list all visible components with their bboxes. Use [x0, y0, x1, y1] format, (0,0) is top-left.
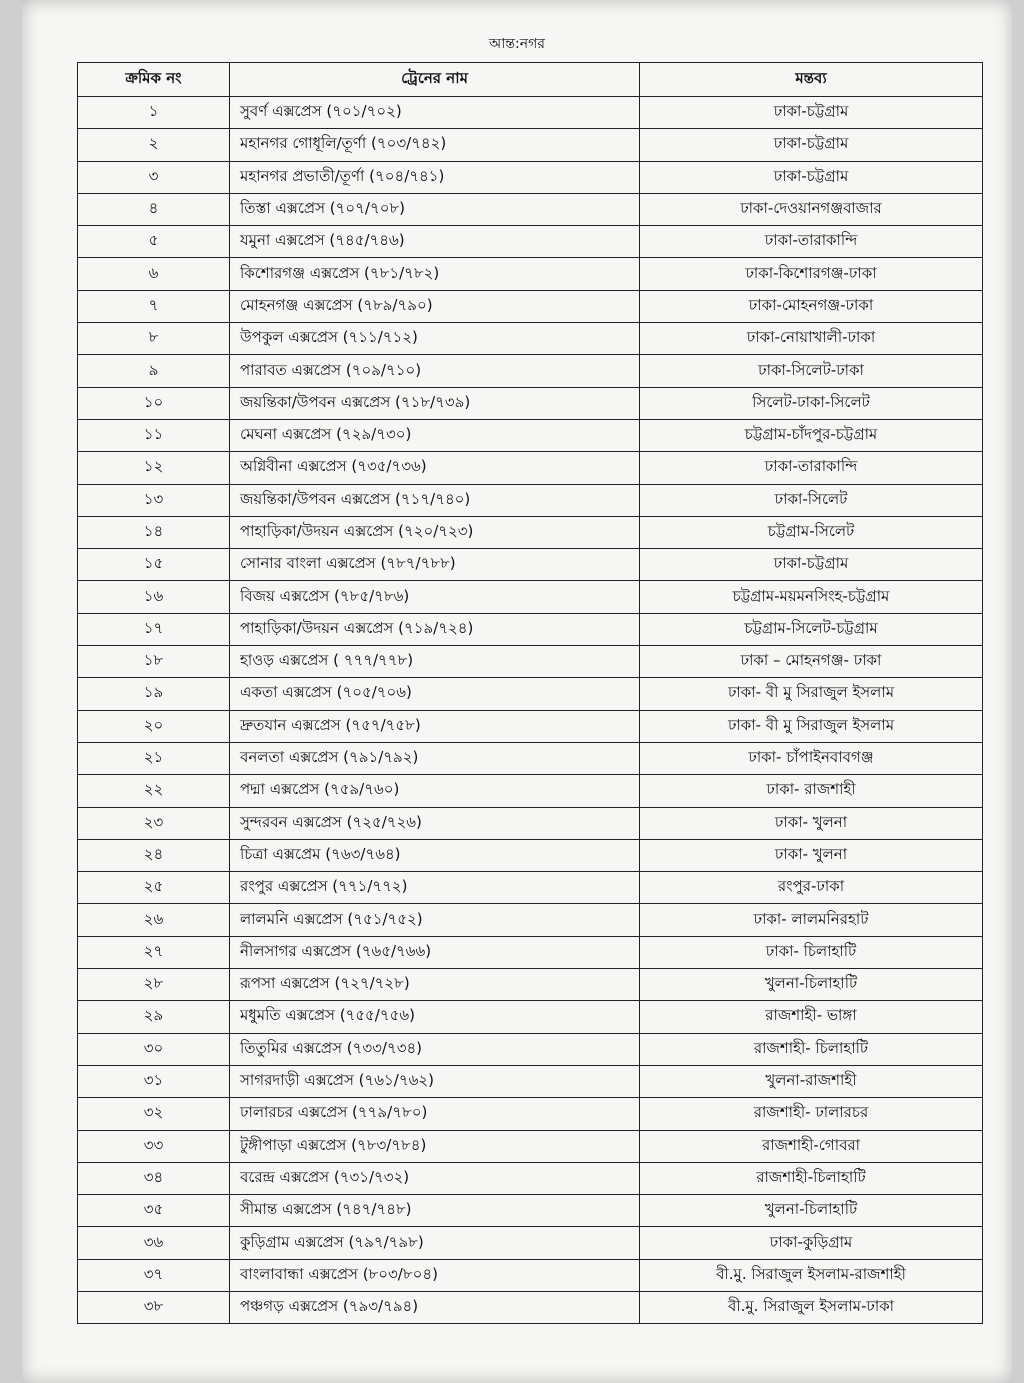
remark-cell: খুলনা-রাজশাহী [640, 1065, 983, 1097]
table-row [78, 1227, 983, 1259]
train-name-cell: বাংলাবান্ধা এক্সপ্রেস (৮০৩/৮০৪) [230, 1259, 640, 1291]
train-name-cell: পাহাড়িকা/উদয়ন এক্সপ্রেস (৭১৯/৭২৪) [230, 613, 640, 645]
remark-cell: ঢাকা-চট্টগ্রাম [640, 129, 983, 161]
remark-cell: ঢাকা-চট্টগ্রাম [640, 97, 983, 129]
table-row [78, 452, 983, 484]
serial-cell: ২২ [78, 775, 230, 807]
remark-cell: ঢাকা-কিশোরগঞ্জ-ঢাকা [640, 258, 983, 290]
serial-cell: ১৯ [78, 678, 230, 710]
table-row [78, 129, 983, 161]
serial-cell: ২৮ [78, 969, 230, 1001]
serial-cell: ২৫ [78, 872, 230, 904]
train-name-cell: হাওড় এক্সপ্রেস ( ৭৭৭/৭৭৮) [230, 646, 640, 678]
train-name-cell: যমুনা এক্সপ্রেস (৭৪৫/৭৪৬) [230, 226, 640, 258]
serial-cell: ১৩ [78, 484, 230, 516]
table-row [78, 1291, 983, 1323]
train-name-cell: নীলসাগর এক্সপ্রেস (৭৬৫/৭৬৬) [230, 936, 640, 968]
serial-cell: ৩ [78, 161, 230, 193]
train-name-cell: বরেন্দ্র এক্সপ্রেস (৭৩১/৭৩২) [230, 1162, 640, 1194]
header-remarks: মন্তব্য [640, 63, 983, 97]
remark-cell: ঢাকা- বী মু সিরাজুল ইসলাম [640, 678, 983, 710]
train-name-cell: রংপুর এক্সপ্রেস (৭৭১/৭৭২) [230, 872, 640, 904]
table-row [78, 355, 983, 387]
table-row [78, 775, 983, 807]
remark-cell: রাজশাহী- ঢালারচর [640, 1098, 983, 1130]
remark-cell: রাজশাহী- চিলাহাটি [640, 1033, 983, 1065]
serial-cell: ৯ [78, 355, 230, 387]
table-row [78, 1130, 983, 1162]
train-name-cell: সুবর্ণ এক্সপ্রেস (৭০১/৭০২) [230, 97, 640, 129]
train-name-cell: উপকুল এক্সপ্রেস (৭১১/৭১২) [230, 323, 640, 355]
serial-cell: ১৮ [78, 646, 230, 678]
train-name-cell: বিজয় এক্সপ্রেস (৭৮৫/৭৮৬) [230, 581, 640, 613]
train-name-cell: দ্রুতযান এক্সপ্রেস (৭৫৭/৭৫৮) [230, 710, 640, 742]
table-row [78, 1033, 983, 1065]
table-row [78, 1259, 983, 1291]
table-row [78, 904, 983, 936]
train-name-cell: বনলতা এক্সপ্রেস (৭৯১/৭৯২) [230, 742, 640, 774]
header-serial: ক্রমিক নং [78, 63, 230, 97]
table-row [78, 484, 983, 516]
table-row [78, 646, 983, 678]
remark-cell: রাজশাহী-চিলাহাটি [640, 1162, 983, 1194]
table-row [78, 742, 983, 774]
serial-cell: ৭ [78, 290, 230, 322]
train-name-cell: লালমনি এক্সপ্রেস (৭৫১/৭৫২) [230, 904, 640, 936]
remark-cell: ঢাকা-সিলেট [640, 484, 983, 516]
serial-cell: ৩৫ [78, 1195, 230, 1227]
train-name-cell: সাগরদাড়ী এক্সপ্রেস (৭৬১/৭৬২) [230, 1065, 640, 1097]
remark-cell: ঢাকা-নোয়াখালী-ঢাকা [640, 323, 983, 355]
remark-cell: ঢাকা – মোহনগঞ্জ- ঢাকা [640, 646, 983, 678]
serial-cell: ১৭ [78, 613, 230, 645]
serial-cell: ৫ [78, 226, 230, 258]
serial-cell: ২১ [78, 742, 230, 774]
remark-cell: চট্টগ্রাম-ময়মনসিংহ-চট্টগ্রাম [640, 581, 983, 613]
serial-cell: ৩৭ [78, 1259, 230, 1291]
serial-cell: ১৫ [78, 549, 230, 581]
table-row [78, 1195, 983, 1227]
remark-cell: খুলনা-চিলাহাটি [640, 969, 983, 1001]
train-name-cell: একতা এক্সপ্রেস (৭০৫/৭০৬) [230, 678, 640, 710]
table-row [78, 807, 983, 839]
train-name-cell: কুড়িগ্রাম এক্সপ্রেস (৭৯৭/৭৯৮) [230, 1227, 640, 1259]
train-name-cell: তিতুমির এক্সপ্রেস (৭৩৩/৭৩৪) [230, 1033, 640, 1065]
serial-cell: ১২ [78, 452, 230, 484]
remark-cell: সিলেট-ঢাকা-সিলেট [640, 387, 983, 419]
table-body [78, 97, 983, 1324]
serial-cell: ২ [78, 129, 230, 161]
train-name-cell: পারাবত এক্সপ্রেস (৭০৯/৭১০) [230, 355, 640, 387]
train-name-cell: মেঘনা এক্সপ্রেস (৭২৯/৭৩০) [230, 419, 640, 451]
remark-cell: রাজশাহী- ভাঙ্গা [640, 1001, 983, 1033]
remark-cell: ঢাকা- চাঁপাইনবাবগঞ্জ [640, 742, 983, 774]
remark-cell: ঢাকা- লালমনিরহাট [640, 904, 983, 936]
train-name-cell: মহানগর গোধূলি/তূর্ণা (৭০৩/৭৪২) [230, 129, 640, 161]
serial-cell: ২৯ [78, 1001, 230, 1033]
remark-cell: ঢাকা- খুলনা [640, 807, 983, 839]
serial-cell: ৩৪ [78, 1162, 230, 1194]
table-row [78, 1001, 983, 1033]
remark-cell: ঢাকা-সিলেট-ঢাকা [640, 355, 983, 387]
table-row [78, 193, 983, 225]
serial-cell: ১০ [78, 387, 230, 419]
serial-cell: ২৩ [78, 807, 230, 839]
table-row [78, 290, 983, 322]
table-row [78, 678, 983, 710]
serial-cell: ৬ [78, 258, 230, 290]
train-name-cell: মোহনগঞ্জ এক্সপ্রেস (৭৮৯/৭৯০) [230, 290, 640, 322]
train-table [77, 62, 983, 1324]
serial-cell: ৮ [78, 323, 230, 355]
remark-cell: রাজশাহী-গোবরা [640, 1130, 983, 1162]
table-row [78, 1098, 983, 1130]
table-row [78, 1065, 983, 1097]
table-row [78, 710, 983, 742]
train-name-cell: টুঙ্গীপাড়া এক্সপ্রেস (৭৮৩/৭৮৪) [230, 1130, 640, 1162]
train-name-cell: রূপসা এক্সপ্রেস (৭২৭/৭২৮) [230, 969, 640, 1001]
train-name-cell: মহানগর প্রভাতী/তূর্ণা (৭০৪/৭৪১) [230, 161, 640, 193]
serial-cell: ৩৩ [78, 1130, 230, 1162]
remark-cell: ঢাকা- রাজশাহী [640, 775, 983, 807]
page-heading: আন্ত:নগর [489, 36, 545, 52]
table-row [78, 419, 983, 451]
remark-cell: ঢাকা-মোহনগঞ্জ-ঢাকা [640, 290, 983, 322]
serial-cell: ৩০ [78, 1033, 230, 1065]
train-name-cell: জয়ন্তিকা/উপবন এক্সপ্রেস (৭১৭/৭৪০) [230, 484, 640, 516]
table-row [78, 258, 983, 290]
serial-cell: ১৪ [78, 516, 230, 548]
serial-cell: ৩১ [78, 1065, 230, 1097]
serial-cell: ১১ [78, 419, 230, 451]
table-row [78, 1162, 983, 1194]
document-page [22, 0, 1012, 1383]
remark-cell: রংপুর-ঢাকা [640, 872, 983, 904]
remark-cell: ঢাকা- খুলনা [640, 839, 983, 871]
train-name-cell: চিত্রা এক্সপ্রেম (৭৬৩/৭৬৪) [230, 839, 640, 871]
remark-cell: চট্টগ্রাম-সিলেট-চট্টগ্রাম [640, 613, 983, 645]
train-name-cell: সুন্দরবন এক্সপ্রেস (৭২৫/৭২৬) [230, 807, 640, 839]
remark-cell: চট্টগ্রাম-সিলেট [640, 516, 983, 548]
table-header-row [78, 63, 983, 97]
serial-cell: ২৪ [78, 839, 230, 871]
table-row [78, 839, 983, 871]
remark-cell: ঢাকা-কুড়িগ্রাম [640, 1227, 983, 1259]
remark-cell: বী.মু. সিরাজুল ইসলাম-ঢাকা [640, 1291, 983, 1323]
table-row [78, 387, 983, 419]
table-row [78, 97, 983, 129]
train-name-cell: অগ্নিবীনা এক্সপ্রেস (৭৩৫/৭৩৬) [230, 452, 640, 484]
table-row [78, 549, 983, 581]
serial-cell: ২৬ [78, 904, 230, 936]
train-name-cell: মধুমতি এক্সপ্রেস (৭৫৫/৭৫৬) [230, 1001, 640, 1033]
table-row [78, 936, 983, 968]
serial-cell: ৩৮ [78, 1291, 230, 1323]
table-row [78, 323, 983, 355]
remark-cell: ঢাকা-চট্টগ্রাম [640, 161, 983, 193]
serial-cell: ৩২ [78, 1098, 230, 1130]
train-name-cell: পাহাড়িকা/উদয়ন এক্সপ্রেস (৭২০/৭২৩) [230, 516, 640, 548]
table-row [78, 613, 983, 645]
table-row [78, 581, 983, 613]
remark-cell: ঢাকা-চট্টগ্রাম [640, 549, 983, 581]
serial-cell: ১ [78, 97, 230, 129]
remark-cell: ঢাকা-তারাকান্দি [640, 452, 983, 484]
serial-cell: ১৬ [78, 581, 230, 613]
train-name-cell: জয়ন্তিকা/উপবন এক্সপ্রেস (৭১৮/৭৩৯) [230, 387, 640, 419]
train-name-cell: পঞ্চগড় এক্সপ্রেস (৭৯৩/৭৯৪) [230, 1291, 640, 1323]
train-name-cell: পদ্মা এক্সপ্রেস (৭৫৯/৭৬০) [230, 775, 640, 807]
train-name-cell: ঢালারচর এক্সপ্রেস (৭৭৯/৭৮০) [230, 1098, 640, 1130]
remark-cell: বী.মু. সিরাজুল ইসলাম-রাজশাহী [640, 1259, 983, 1291]
remark-cell: খুলনা-চিলাহাটি [640, 1195, 983, 1227]
serial-cell: ২৭ [78, 936, 230, 968]
train-name-cell: সোনার বাংলা এক্সপ্রেস (৭৮৭/৭৮৮) [230, 549, 640, 581]
remark-cell: ঢাকা- বী মু সিরাজুল ইসলাম [640, 710, 983, 742]
remark-cell: চট্টগ্রাম-চাঁদপুর-চট্টগ্রাম [640, 419, 983, 451]
table-row [78, 516, 983, 548]
table-row [78, 226, 983, 258]
serial-cell: ২০ [78, 710, 230, 742]
remark-cell: ঢাকা-দেওয়ানগঞ্জবাজার [640, 193, 983, 225]
train-name-cell: কিশোরগঞ্জ এক্সপ্রেস (৭৮১/৭৮২) [230, 258, 640, 290]
train-name-cell: তিস্তা এক্সপ্রেস (৭০৭/৭০৮) [230, 193, 640, 225]
train-name-cell: সীমান্ত এক্সপ্রেস (৭৪৭/৭৪৮) [230, 1195, 640, 1227]
serial-cell: ৪ [78, 193, 230, 225]
serial-cell: ৩৬ [78, 1227, 230, 1259]
remark-cell: ঢাকা- চিলাহাটি [640, 936, 983, 968]
table-row [78, 161, 983, 193]
table-row [78, 872, 983, 904]
header-train-name: ট্রেনের নাম [230, 63, 640, 97]
remark-cell: ঢাকা-তারাকান্দি [640, 226, 983, 258]
table-row [78, 969, 983, 1001]
